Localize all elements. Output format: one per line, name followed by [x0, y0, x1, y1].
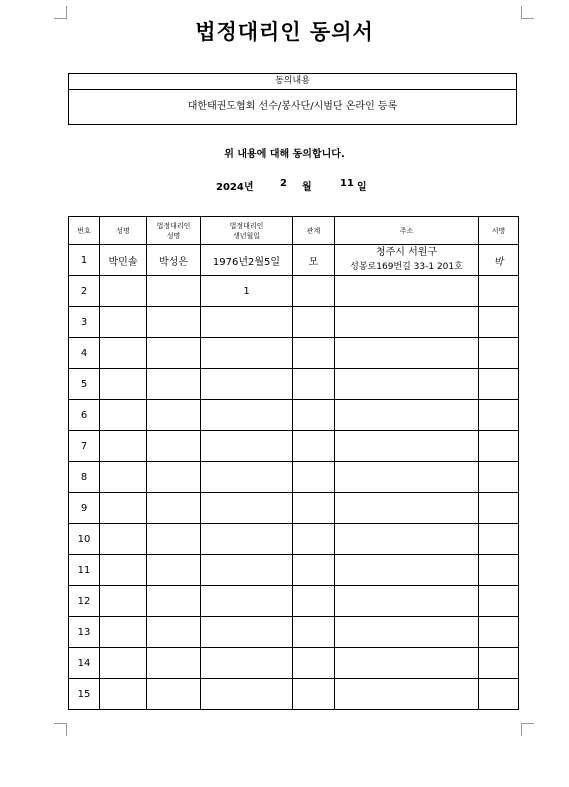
cell-address [335, 679, 479, 710]
table-row [69, 307, 519, 338]
cell-address [335, 276, 479, 307]
table-row [69, 338, 519, 369]
cell-no: 10 [69, 524, 100, 555]
cell-guardian-birth [201, 369, 293, 400]
header-relation: 관계 [293, 217, 335, 245]
cell-guardian-birth [201, 524, 293, 555]
date-month: 2 [280, 178, 287, 189]
cell-guardian-birth [201, 648, 293, 679]
table-row [69, 555, 519, 586]
cell-guardian-name [147, 400, 201, 431]
cell-no: 15 [69, 679, 100, 710]
cell-signature [479, 679, 519, 710]
cell-relation [293, 462, 335, 493]
cell-no: 1 [69, 245, 100, 276]
cell-guardian-birth [201, 307, 293, 338]
date-day: 11 [340, 178, 354, 189]
cell-address [335, 462, 479, 493]
cell-address [335, 524, 479, 555]
cell-address [335, 555, 479, 586]
cell-guardian-name [147, 679, 201, 710]
cell-guardian-birth [201, 493, 293, 524]
cell-guardian-birth [201, 462, 293, 493]
cell-address [335, 369, 479, 400]
cell-guardian-birth [201, 400, 293, 431]
cell-relation [293, 679, 335, 710]
date-month-unit: 월 [302, 182, 312, 193]
cell-signature [479, 338, 519, 369]
table-row [69, 276, 519, 307]
cell-signature [479, 431, 519, 462]
cell-address [335, 431, 479, 462]
cell-name [100, 431, 147, 462]
table-row [69, 400, 519, 431]
cell-relation [293, 617, 335, 648]
header-signature: 서명 [479, 217, 519, 245]
cell-guardian-name [147, 462, 201, 493]
address-line-2: 성봉로169번길 33-1 201호 [350, 262, 463, 272]
cell-no: 9 [69, 493, 100, 524]
cell-signature [479, 555, 519, 586]
cell-relation [293, 648, 335, 679]
cell-no: 4 [69, 338, 100, 369]
table-row [69, 493, 519, 524]
cell-name [100, 648, 147, 679]
cell-relation [293, 586, 335, 617]
table-row [69, 586, 519, 617]
document-title: 법정대리인 동의서 [195, 19, 374, 44]
cell-guardian-name [147, 369, 201, 400]
cell-relation [293, 276, 335, 307]
cell-no: 11 [69, 555, 100, 586]
cell-signature [479, 524, 519, 555]
cell-guardian-birth [201, 555, 293, 586]
cell-signature: 박 [479, 245, 519, 276]
cell-signature [479, 462, 519, 493]
cell-no: 5 [69, 369, 100, 400]
cell-name [100, 276, 147, 307]
cell-no: 3 [69, 307, 100, 338]
header-address: 주소 [335, 217, 479, 245]
cell-guardian-name [147, 586, 201, 617]
cell-no: 2 [69, 276, 100, 307]
cell-signature [479, 307, 519, 338]
cell-signature [479, 586, 519, 617]
cell-guardian-birth [201, 617, 293, 648]
cell-address [335, 493, 479, 524]
table-row [69, 648, 519, 679]
cell-no: 14 [69, 648, 100, 679]
cell-guardian-birth [201, 338, 293, 369]
cell-address [335, 245, 479, 276]
cell-no: 6 [69, 400, 100, 431]
cell-guardian-name [147, 555, 201, 586]
cell-guardian-birth: 1 [201, 276, 293, 307]
cell-name [100, 338, 147, 369]
header-guardian-name: 법정대리인 성명 [147, 217, 201, 245]
table-row [69, 524, 519, 555]
cell-guardian-name [147, 493, 201, 524]
address-line-1: 청주시 서원구 [375, 247, 438, 258]
cell-address [335, 400, 479, 431]
consent-body: 대한태권도협회 선수/봉사단/시범단 온라인 등록 [187, 101, 398, 112]
cell-name [100, 369, 147, 400]
cell-guardian-name [147, 431, 201, 462]
cell-relation [293, 555, 335, 586]
cell-guardian-birth: 1976년2월5일 [201, 245, 293, 276]
cell-no: 12 [69, 586, 100, 617]
cell-name [100, 679, 147, 710]
cell-name [100, 493, 147, 524]
header-no: 번호 [69, 217, 100, 245]
cell-guardian-birth [201, 679, 293, 710]
cell-guardian-name [147, 276, 201, 307]
cell-name: 박민솔 [100, 245, 147, 276]
cell-guardian-birth [201, 586, 293, 617]
header-guardian-birth: 법정대리인 생년월일 [201, 217, 293, 245]
cell-name [100, 307, 147, 338]
cell-address [335, 648, 479, 679]
cell-name [100, 555, 147, 586]
cell-guardian-name: 박성은 [147, 245, 201, 276]
cell-signature [479, 617, 519, 648]
cell-relation [293, 307, 335, 338]
cell-name [100, 617, 147, 648]
cell-guardian-name [147, 524, 201, 555]
signature-table [68, 216, 519, 710]
cell-relation: 모 [293, 245, 335, 276]
cell-guardian-name [147, 617, 201, 648]
cell-guardian-birth [201, 431, 293, 462]
cell-relation [293, 524, 335, 555]
header-name: 성명 [100, 217, 147, 245]
table-row [69, 617, 519, 648]
cell-name [100, 524, 147, 555]
cell-relation [293, 431, 335, 462]
cell-signature [479, 400, 519, 431]
page-corner-mark [521, 723, 534, 736]
agree-statement: 위 내용에 대해 동의합니다. [224, 149, 345, 160]
table-header-row [69, 217, 519, 245]
cell-no: 13 [69, 617, 100, 648]
cell-address [335, 617, 479, 648]
date-year: 2024년 [216, 182, 254, 193]
consent-header: 동의내용 [69, 74, 516, 90]
cell-relation [293, 369, 335, 400]
table-row [69, 431, 519, 462]
cell-signature [479, 648, 519, 679]
cell-name [100, 462, 147, 493]
cell-relation [293, 400, 335, 431]
cell-address [335, 586, 479, 617]
cell-guardian-name [147, 648, 201, 679]
consent-box [68, 73, 517, 125]
cell-no: 7 [69, 431, 100, 462]
cell-name [100, 400, 147, 431]
cell-address [335, 307, 479, 338]
cell-signature [479, 493, 519, 524]
cell-address [335, 338, 479, 369]
table-row [69, 462, 519, 493]
table-row [69, 679, 519, 710]
cell-guardian-name [147, 338, 201, 369]
table-row [69, 245, 519, 276]
cell-no: 8 [69, 462, 100, 493]
cell-relation [293, 338, 335, 369]
cell-signature [479, 369, 519, 400]
cell-name [100, 586, 147, 617]
cell-signature [479, 276, 519, 307]
cell-guardian-name [147, 307, 201, 338]
page-corner-mark [54, 723, 67, 736]
date-day-unit: 일 [357, 182, 367, 193]
cell-relation [293, 493, 335, 524]
table-row [69, 369, 519, 400]
